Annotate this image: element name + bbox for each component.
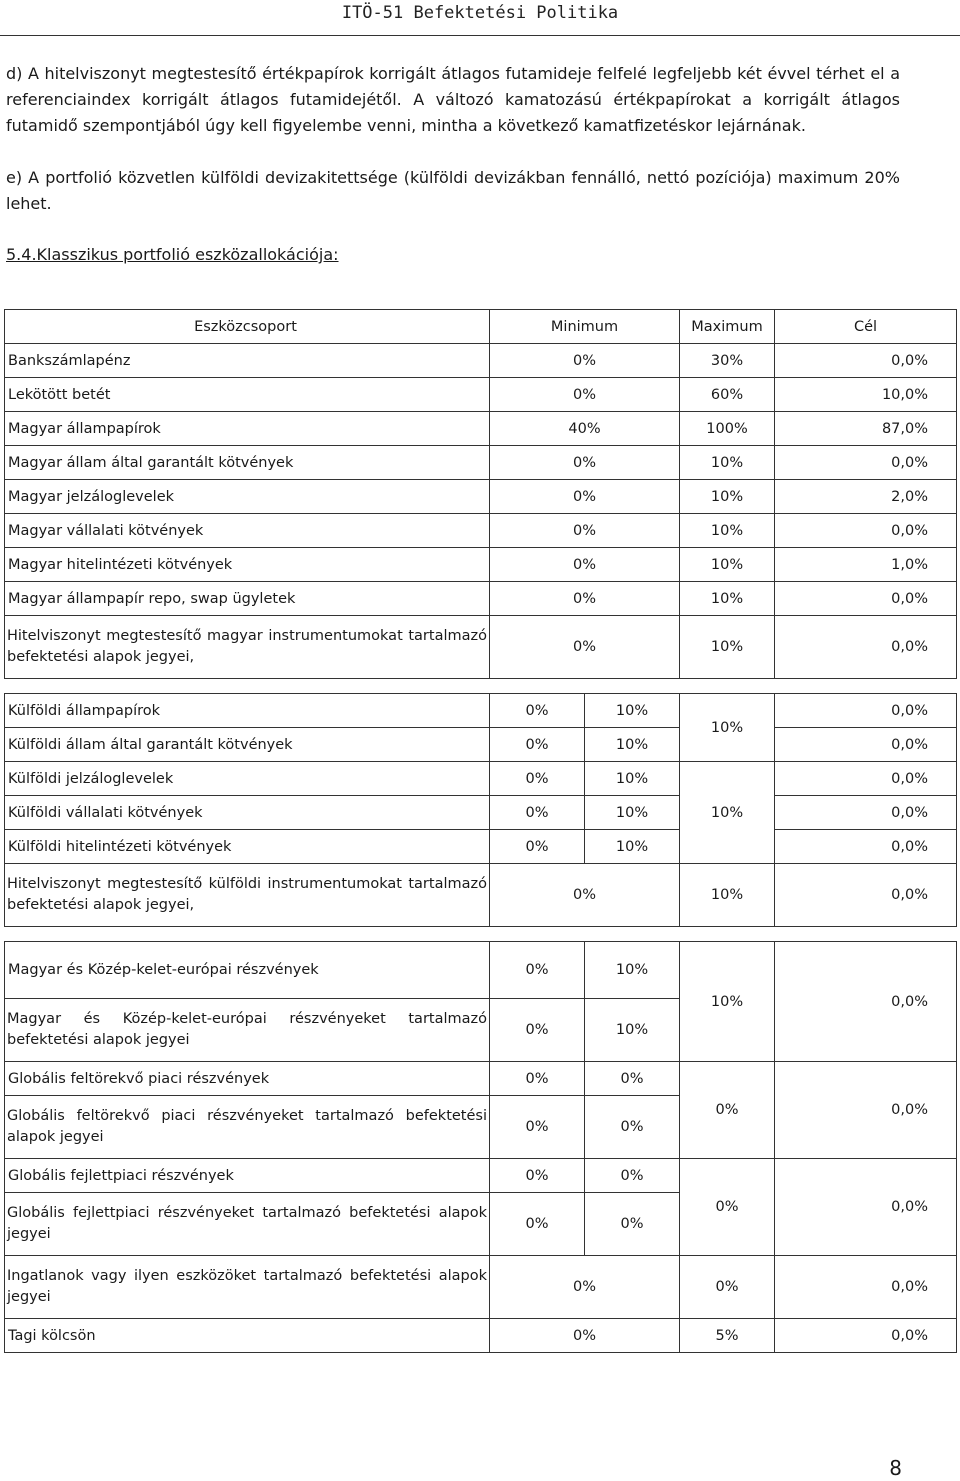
max-value: 10% <box>585 796 680 830</box>
table-row <box>5 616 957 679</box>
max-value: 10% <box>680 616 775 679</box>
max-value: 0% <box>585 1062 680 1096</box>
asset-name: Külföldi vállalati kötvények <box>5 796 490 830</box>
min-value: 0% <box>490 616 680 679</box>
target-value: 0,0% <box>775 1256 957 1319</box>
header-minimum: Minimum <box>490 310 680 344</box>
table-row <box>5 344 957 378</box>
min-value: 0% <box>490 694 585 728</box>
target-value: 0,0% <box>775 344 957 378</box>
table-row <box>5 480 957 514</box>
table-row <box>5 762 957 796</box>
asset-name <box>5 999 490 1062</box>
target-value: 0,0% <box>775 1319 957 1353</box>
max-value: 10% <box>680 582 775 616</box>
table-row <box>5 1256 957 1319</box>
table-row <box>5 514 957 548</box>
max-value: 10% <box>680 446 775 480</box>
max-value: 0% <box>585 1096 680 1159</box>
min-value: 0% <box>490 1062 585 1096</box>
target-value: 0,0% <box>775 796 957 830</box>
table-row <box>5 412 957 446</box>
table-spacer-row <box>5 679 957 694</box>
target-value: 2,0% <box>775 480 957 514</box>
max-value: 10% <box>585 830 680 864</box>
target-value: 0,0% <box>775 728 957 762</box>
asset-name: Lekötött betét <box>5 378 490 412</box>
allocation-table <box>4 309 957 1353</box>
min-value: 0% <box>490 378 680 412</box>
asset-name: Külföldi állampapírok <box>5 694 490 728</box>
group-target-value: 0,0% <box>775 1159 957 1256</box>
max-value: 10% <box>585 728 680 762</box>
asset-name: Magyar vállalati kötvények <box>5 514 490 548</box>
max-value: 10% <box>585 694 680 728</box>
table-row <box>5 830 957 864</box>
asset-name <box>5 1256 490 1319</box>
page-number: 8 <box>889 1456 902 1480</box>
target-value: 0,0% <box>775 762 957 796</box>
group-max-value: 10% <box>680 762 775 864</box>
asset-name: Magyar állam által garantált kötvények <box>5 446 490 480</box>
max-value: 10% <box>585 999 680 1062</box>
asset-name: Külföldi jelzáloglevelek <box>5 762 490 796</box>
asset-name: Magyar állampapír repo, swap ügyletek <box>5 582 490 616</box>
table-row <box>5 728 957 762</box>
table-header-row <box>5 310 957 344</box>
asset-name: Tagi kölcsön <box>5 1319 490 1353</box>
min-value: 0% <box>490 582 680 616</box>
target-value: 0,0% <box>775 830 957 864</box>
min-value: 0% <box>490 480 680 514</box>
max-value: 10% <box>585 942 680 999</box>
asset-name-text: Ingatlanok vagy ilyen eszközöket tartalmazó befektetési alapok jegyei <box>7 1268 487 1305</box>
min-value: 0% <box>490 1096 585 1159</box>
target-value: 0,0% <box>775 446 957 480</box>
min-value: 0% <box>490 548 680 582</box>
min-value: 0% <box>490 1193 585 1256</box>
asset-name-text: Hitelviszonyt megtestesítő magyar instrumentumokat tartalmazó befektetési alapok jegyei, <box>7 628 487 665</box>
asset-name: Külföldi hitelintézeti kötvények <box>5 830 490 864</box>
asset-name <box>5 1193 490 1256</box>
table-spacer-row <box>5 927 957 942</box>
asset-name: Külföldi állam által garantált kötvények <box>5 728 490 762</box>
max-value: 10% <box>680 864 775 927</box>
asset-name: Magyar hitelintézeti kötvények <box>5 548 490 582</box>
section-title: 5.4.Klasszikus portfolió eszközallokációja: <box>6 245 339 264</box>
max-value: 60% <box>680 378 775 412</box>
table-row <box>5 942 957 999</box>
header-target: Cél <box>775 310 957 344</box>
min-value: 0% <box>490 1159 585 1193</box>
min-value: 0% <box>490 344 680 378</box>
page-header <box>0 0 960 27</box>
group-target-value: 0,0% <box>775 1062 957 1159</box>
min-value: 40% <box>490 412 680 446</box>
group-max-value: 10% <box>680 942 775 1062</box>
target-value: 10,0% <box>775 378 957 412</box>
max-value: 10% <box>680 480 775 514</box>
table-row <box>5 378 957 412</box>
table-row <box>5 446 957 480</box>
asset-name <box>5 864 490 927</box>
asset-name-text: Globális feltörekvő piaci részvényeket tartalmazó befektetési alapok jegyei <box>7 1108 487 1145</box>
group-max-value: 10% <box>680 694 775 762</box>
asset-name-text: Globális fejlettpiaci részvényeket tartalmazó befektetési alapok jegyei <box>7 1205 487 1242</box>
table-row <box>5 796 957 830</box>
target-value: 0,0% <box>775 864 957 927</box>
min-value: 0% <box>490 1256 680 1319</box>
min-value: 0% <box>490 942 585 999</box>
max-value: 0% <box>585 1159 680 1193</box>
max-value: 10% <box>585 762 680 796</box>
max-value: 10% <box>680 548 775 582</box>
asset-name-text: Magyar és Közép-kelet-európai részvényeket tartalmazó befektetési alapok jegyei <box>7 1011 487 1048</box>
max-value: 5% <box>680 1319 775 1353</box>
table-row <box>5 1159 957 1193</box>
paragraph-e: e) A portfolió közvetlen külföldi devizakitettsége (külföldi devizákban fennálló, nettó pozíciója) maximum 20% lehet. <box>6 168 900 213</box>
max-value: 100% <box>680 412 775 446</box>
table-row <box>5 582 957 616</box>
max-value: 10% <box>680 514 775 548</box>
asset-name: Bankszámlapénz <box>5 344 490 378</box>
min-value: 0% <box>490 514 680 548</box>
header-rule <box>0 35 960 36</box>
asset-name: Globális feltörekvő piaci részvények <box>5 1062 490 1096</box>
target-value: 0,0% <box>775 582 957 616</box>
asset-name: Magyar jelzáloglevelek <box>5 480 490 514</box>
target-value: 0,0% <box>775 694 957 728</box>
min-value: 0% <box>490 762 585 796</box>
target-value: 0,0% <box>775 616 957 679</box>
group-target-value: 0,0% <box>775 942 957 1062</box>
min-value: 0% <box>490 728 585 762</box>
group-max-value: 0% <box>680 1062 775 1159</box>
asset-name-text: Hitelviszonyt megtestesítő külföldi instrumentumokat tartalmazó befektetési alapok jegyei, <box>7 876 487 913</box>
table-row <box>5 548 957 582</box>
min-value: 0% <box>490 999 585 1062</box>
min-value: 0% <box>490 796 585 830</box>
table-row <box>5 694 957 728</box>
group-max-value: 0% <box>680 1159 775 1256</box>
table-row <box>5 1319 957 1353</box>
max-value: 30% <box>680 344 775 378</box>
header-maximum: Maximum <box>680 310 775 344</box>
target-value: 87,0% <box>775 412 957 446</box>
min-value: 0% <box>490 830 585 864</box>
asset-name: Globális fejlettpiaci részvények <box>5 1159 490 1193</box>
max-value: 0% <box>585 1193 680 1256</box>
asset-name: Magyar és Közép-kelet-európai részvények <box>5 942 490 999</box>
header-title: ITÖ-51 Befektetési Politika <box>341 3 619 23</box>
asset-name <box>5 616 490 679</box>
max-value: 0% <box>680 1256 775 1319</box>
target-value: 1,0% <box>775 548 957 582</box>
asset-name <box>5 1096 490 1159</box>
min-value: 0% <box>490 1319 680 1353</box>
min-value: 0% <box>490 446 680 480</box>
asset-name: Magyar állampapírok <box>5 412 490 446</box>
paragraph-d: d) A hitelviszonyt megtestesítő értékpapírok korrigált átlagos futamideje felfelé legfeljebb két évvel térhet el a referenciaindex korrigált átlagos futamidejétől. A változó kamatozású értékpapírokat a korrigált átlagos futamidő szempontjából úgy kell figyelembe venni, mintha a következő kamatfizetéskor lejárnának. <box>6 64 900 135</box>
table-row <box>5 864 957 927</box>
header-asset-class: Eszközcsoport <box>5 310 490 344</box>
min-value: 0% <box>490 864 680 927</box>
table-row <box>5 1062 957 1096</box>
target-value: 0,0% <box>775 514 957 548</box>
